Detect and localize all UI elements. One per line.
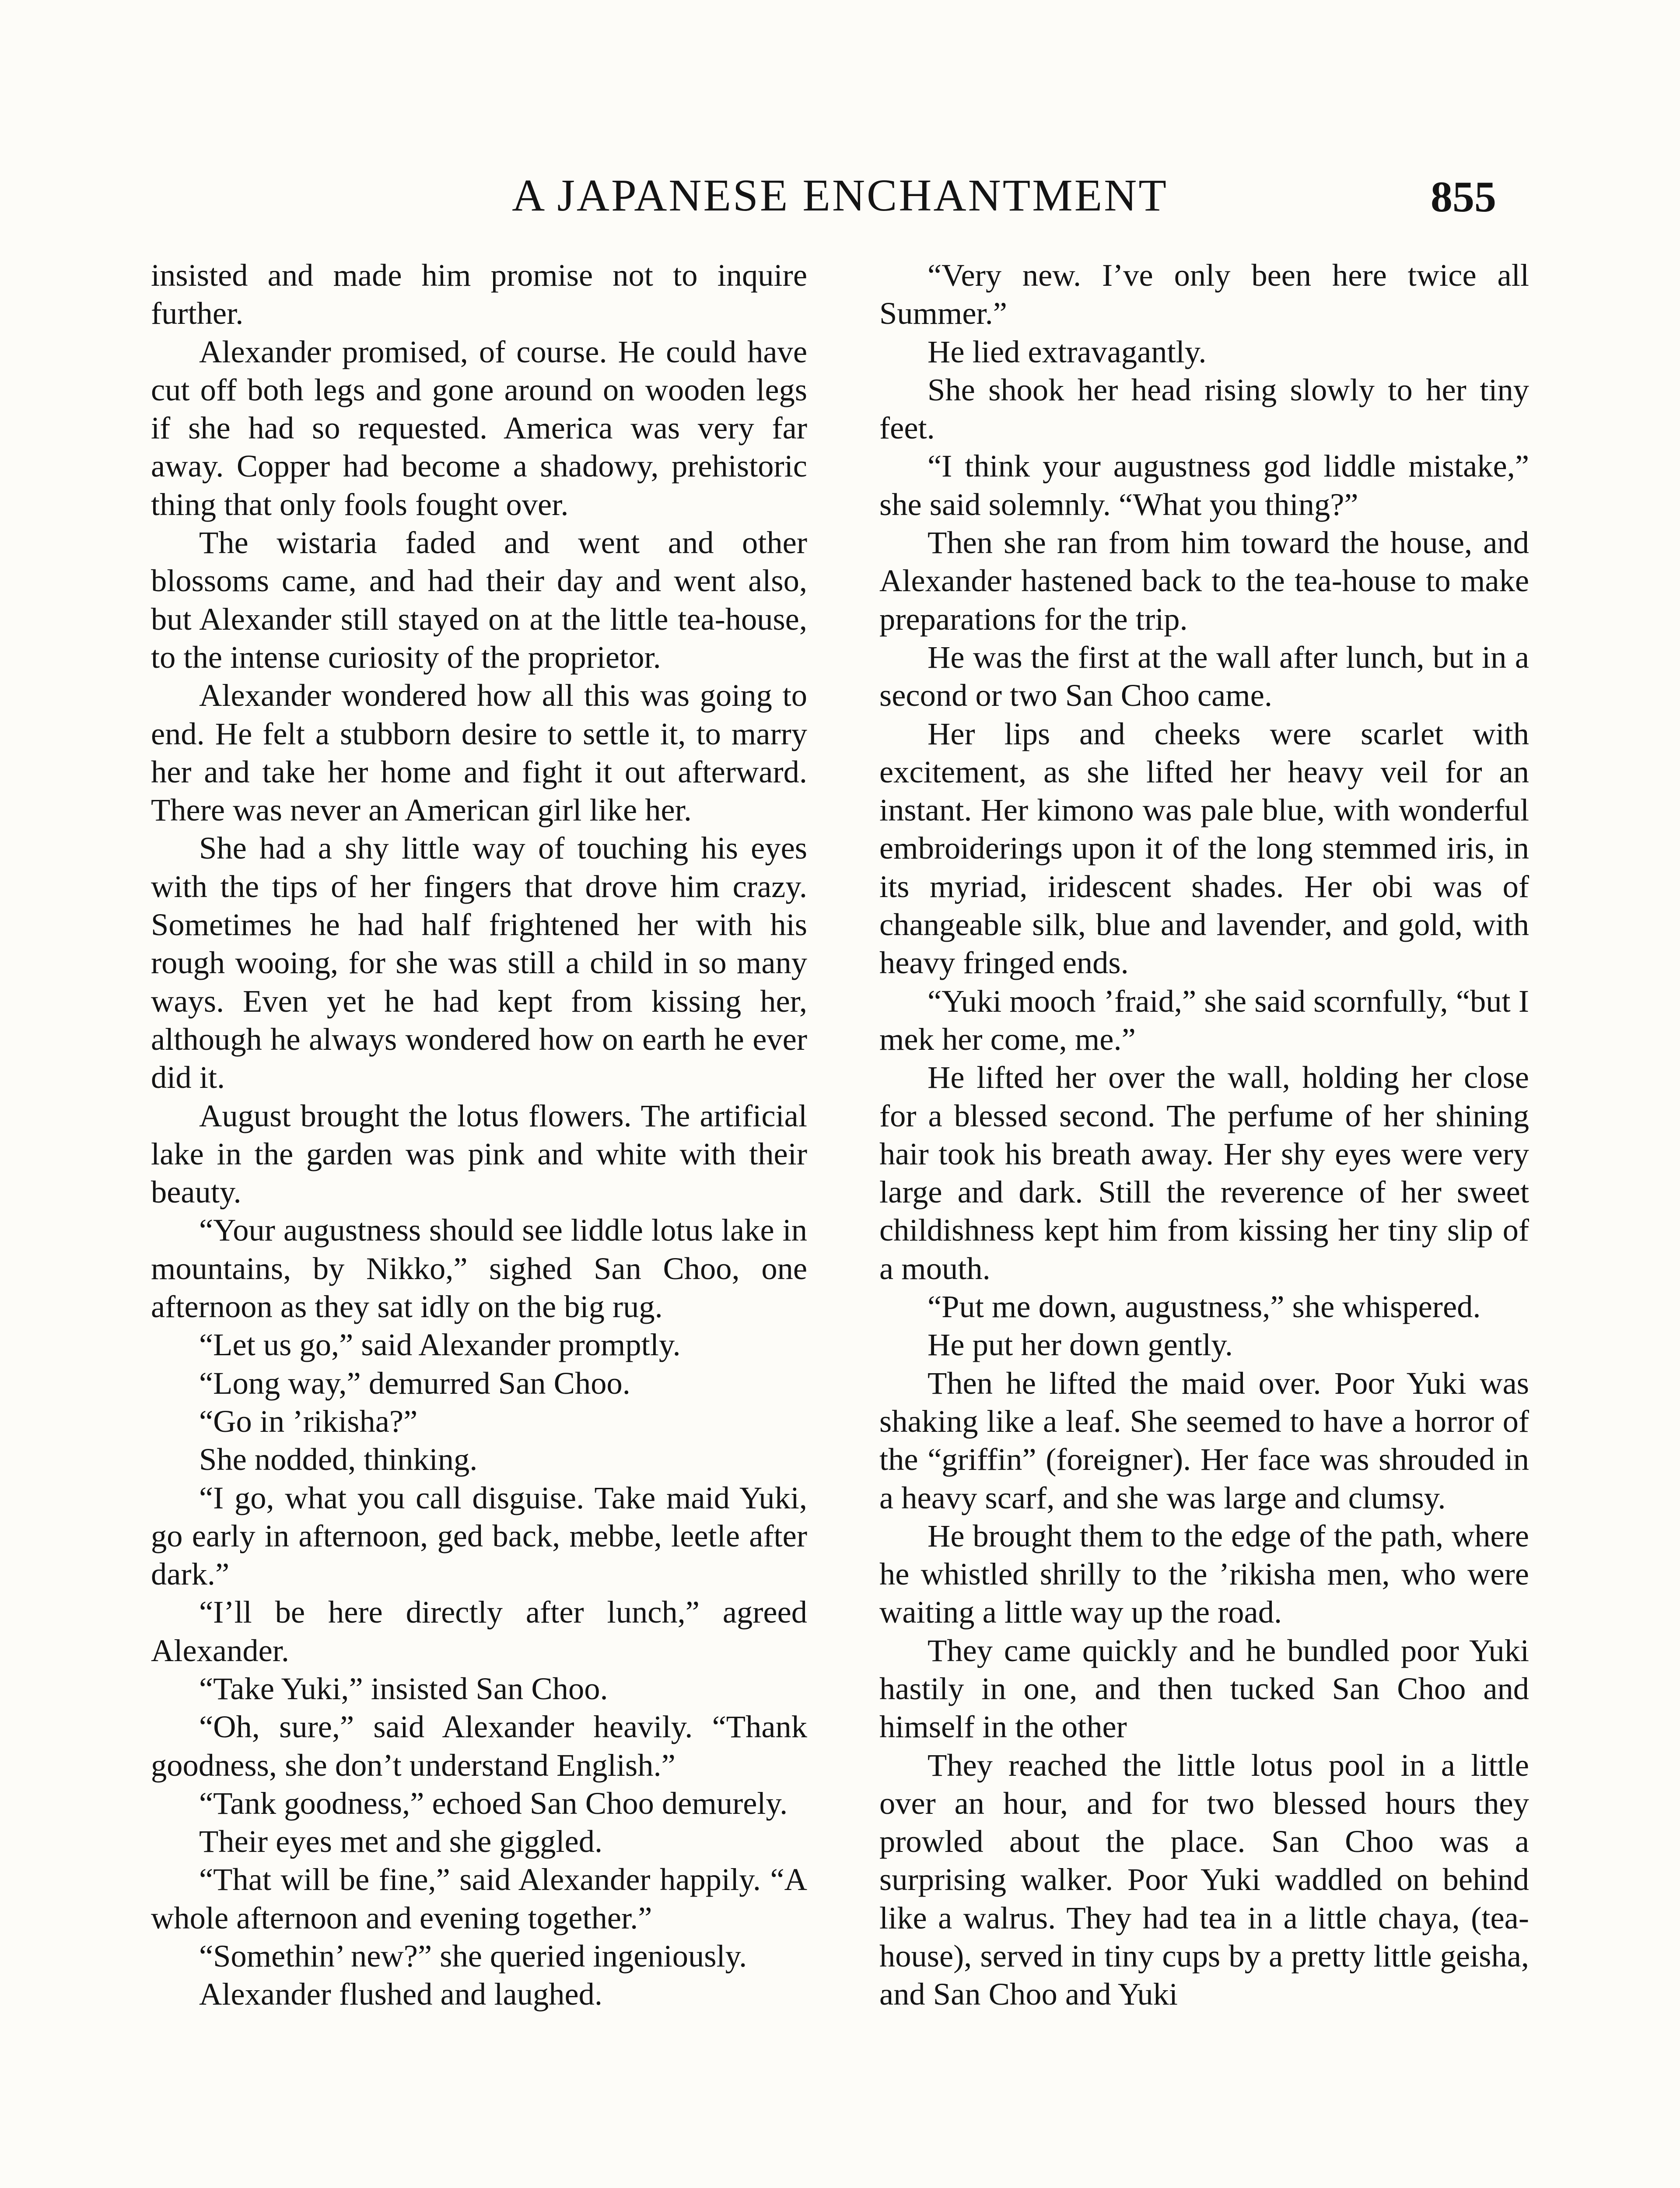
paragraph: Alexander flushed and laughed. (199, 1976, 603, 2012)
paragraph: August brought the lotus flowers. The artificial lake in the garden was pink and white with their beauty. (151, 1098, 807, 1210)
paragraph: Their eyes met and she giggled. (199, 1823, 603, 1859)
paragraph: Alexander promised, of course. He could have cut off both legs and gone around on wooden legs if she had so requested. America was very far away. Copper had become a shadowy, prehistoric thing that only fools fought over. (151, 333, 807, 522)
paragraph: He lied extravagantly. (928, 333, 1207, 369)
paragraph: They came quickly and he bundled poor Yuki hastily in one, and then tucked San Choo and himself in the other (879, 1632, 1529, 1745)
paragraph: She shook her head rising slowly to her tiny feet. (879, 372, 1529, 446)
paragraph: “Put me down, augustness,” she whispered. (928, 1289, 1481, 1325)
paragraph: Then he lifted the maid over. Poor Yuki was shaking like a leaf. She seemed to have a horror of the “griffin” (foreigner). Her face was shrouded in a heavy scarf, and she was large and clumsy. (879, 1365, 1529, 1515)
paragraph: He put her down gently. (928, 1327, 1233, 1363)
paragraph: They reached the little lotus pool in a little over an hour, and for two blessed hours they prowled about the place. San Choo was a surprising walker. Poor Yuki waddled on behind like a walrus. They had tea in a little chaya, (tea-house), served in tiny cups by a pretty little geisha, and San Choo and Yuki (879, 1747, 1529, 2012)
paragraph: Alexander wondered how all this was going to end. He felt a stubborn desire to settle it, to marry her and take her home and fight it out afterward. There was never an American girl like her. (151, 677, 807, 828)
paragraph: “Your augustness should see liddle lotus lake in mountains, by Nikko,” sighed San Choo, one afternoon as they sat idly on the big rug. (151, 1212, 807, 1325)
paragraph: The wistaria faded and went and other blossoms came, and had their day and went also, but Alexander still stayed on at the little tea-house, to the intense curiosity of the proprietor. (151, 525, 807, 675)
paragraph: “Take Yuki,” insisted San Choo. (199, 1670, 608, 1706)
page-number: 855 (1431, 172, 1496, 221)
paragraph: “I think your augustness god liddle mistake,” she said solemnly. “What you thing?” (879, 448, 1529, 522)
paragraph: “Somethin’ new?” she queried ingeniously. (199, 1938, 747, 1974)
paragraph: “Tank goodness,” echoed San Choo demurely. (199, 1785, 788, 1821)
paragraph: “Yuki mooch ’fraid,” she said scornfully, “but I mek her come, me.” (879, 983, 1529, 1057)
paragraph: “That will be fine,” said Alexander happily. “A whole afternoon and evening together.” (151, 1862, 807, 1936)
page-title: A JAPANESE ENCHANTMENT (512, 170, 1168, 221)
right-column (879, 256, 1529, 2013)
paragraph: He lifted her over the wall, holding her close for a blessed second. The perfume of her shining hair took his breath away. Her shy eyes were very large and dark. Still the reverence of her sweet childishness kept him from kissing her tiny slip of a mouth. (879, 1059, 1529, 1286)
paragraph: “Oh, sure,” said Alexander heavily. “Thank goodness, she don’t understand English.” (151, 1709, 807, 1783)
paragraph: Then she ran from him toward the house, and Alexander hastened back to the tea-house to make preparations for the trip. (879, 525, 1529, 637)
paragraph: He brought them to the edge of the path, where he whistled shrilly to the ’rikisha men, who were waiting a little way up the road. (879, 1518, 1529, 1630)
paragraph: “Long way,” demurred San Choo. (199, 1365, 630, 1401)
paragraph: She nodded, thinking. (199, 1441, 478, 1477)
paragraph: She had a shy little way of touching his eyes with the tips of her fingers that drove him crazy. Sometimes he had half frightened her with his rough wooing, for she was still a child in so many ways. Even yet he had kept from kissing her, although he always wondered how on earth he ever did it. (151, 830, 807, 1095)
left-column (151, 256, 807, 2013)
paragraph: “Go in ’rikisha?” (199, 1403, 418, 1439)
paragraph: “I go, what you call disguise. Take maid Yuki, go early in afternoon, ged back, mebbe, leetle after dark.” (151, 1480, 807, 1592)
paragraph: insisted and made him promise not to inquire further. (151, 257, 807, 331)
paragraph: “Let us go,” said Alexander promptly. (199, 1327, 681, 1363)
paragraph: Her lips and cheeks were scarlet with excitement, as she lifted her heavy veil for an instant. Her kimono was pale blue, with wonderful embroiderings upon it of the long stemmed iris, in its myriad, iridescent shades. Her obi was of changeable silk, blue and lavender, and gold, with heavy fringed ends. (879, 715, 1529, 981)
paragraph: He was the first at the wall after lunch, but in a second or two San Choo came. (879, 639, 1529, 713)
paragraph: “I’ll be here directly after lunch,” agreed Alexander. (151, 1594, 807, 1668)
paragraph: “Very new. I’ve only been here twice all Summer.” (879, 257, 1529, 331)
